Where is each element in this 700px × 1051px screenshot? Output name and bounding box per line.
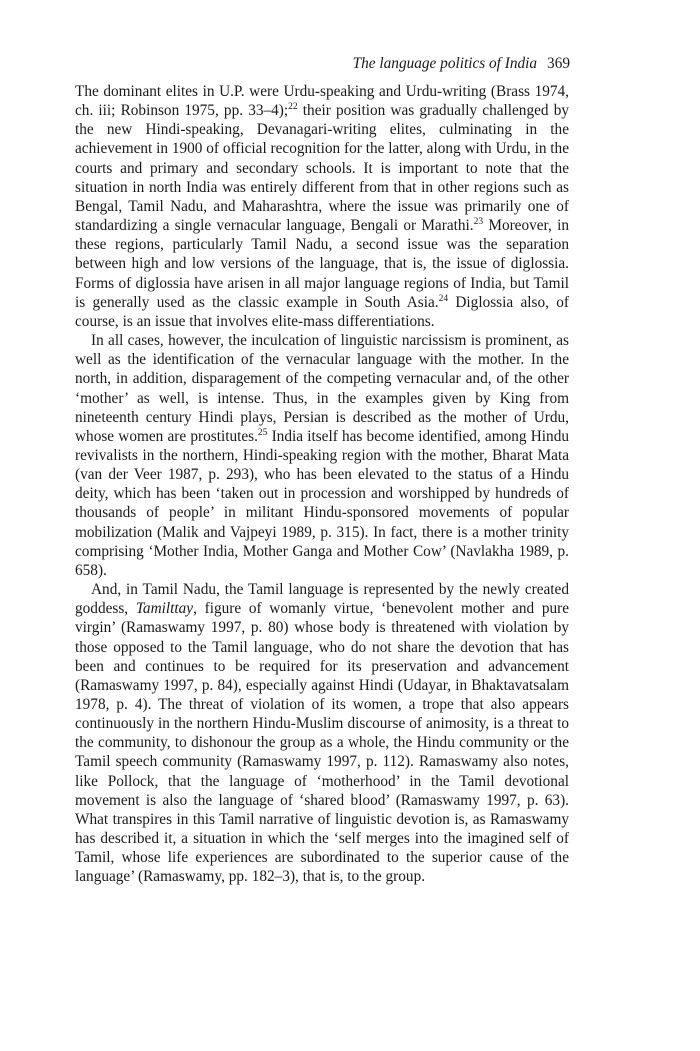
text-span: And, in Tamil Nadu, the Tamil language is represented by the newly created goddess, (75, 581, 569, 618)
paragraph-2 (75, 331, 569, 580)
text-span: their position was gradually challenged by the new Hindi-speaking, Devanagari-writing elites, culminating in the achievement in 1900 of official recognition for the latter, along with Urdu, in the courts and primary and secondary schools. It is important to note that the situation in north India was entirely different from that in other regions such as Bengal, Tamil Nadu, and Maharashtra, where the issue was primarily one of standardizing a single vernacular language, Bengali or Marathi. (75, 102, 569, 235)
footnote-ref-23: 23 (473, 217, 484, 228)
text-span: The dominant elites in U.P. were Urdu-speaking and Urdu-writing (Brass 1974, ch. iii; Robinson 1975, pp. 33–4); (75, 83, 569, 120)
footnote-ref-22: 22 (288, 102, 298, 113)
italic-term-tamilttay: Tamilttay (135, 600, 194, 618)
paragraph-3 (75, 580, 569, 887)
text-span: India itself has become identified, among Hindu revivalists in the northern, Hindi-speaking region with the mother, Bharat Mata (van der Veer 1987, p. 293), who has been elevated to the status of a Hindu deity, which has been ‘taken out in procession and worshipped by hundreds of thousands of people’ in militant Hindu-sponsored movements of popular mobilization (Malik and Vajpeyi 1989, p. 315). In fact, there is a mother trinity comprising ‘Mother India, Mother Ganga and Mother Cow’ (Navlakha 1989, p. 658). (75, 427, 569, 579)
text-span: Diglossia also, of course, is an issue that involves elite-mass differentiations. (75, 293, 569, 330)
text-span: Moreover, in these regions, particularly Tamil Nadu, a second issue was the separation between high and low versions of the language, that is, the issue of diglossia. Forms of diglossia have arisen in all major language regions of India, but Tamil is generally used as the classic example in South Asia. (75, 217, 570, 311)
body-text (75, 82, 569, 887)
text-span: In all cases, however, the inculcation of linguistic narcissism is prominent, as well as the identification of the vernacular language with the mother. In the north, in addition, disparagement of the competing vernacular and, of the other ‘mother’ as well, is intense. Thus, in the examples given by King from nineteenth century Hindi plays, Persian is described as the mother of Urdu, whose women are prostitutes. (75, 332, 569, 445)
running-header (75, 54, 570, 74)
text-span: , figure of womanly virtue, ‘benevolent mother and pure virgin’ (Ramaswamy 1997, p. 80) whose body is threatened with violation by those opposed to the Tamil language, who do not share the devotion that has been and continues to be required for its preservation and advancement (Ramaswamy 1997, p. 84), especially against Hindi (Udayar, in Bhaktavatsalam 1978, p. 4). The threat of violation of its women, a trope that also appears continuously in the northern Hindu-Muslim discourse of animosity, is a threat to the community, to dishonour the group as a whole, the Hindu community or the Tamil speech community (Ramaswamy 1997, p. 112). Ramaswamy also notes, like Pollock, that the language of ‘motherhood’ in the Tamil devotional movement is also the language of ‘shared blood’ (Ramaswamy 1997, p. 63). What transpires in this Tamil narrative of linguistic devotion is, as Ramaswamy has described it, a situation in which the ‘self merges into the imagined self of Tamil, whose life experiences are subordinated to the superior cause of the language’ (Ramaswamy, pp. 182–3), that is, to the group. (75, 600, 569, 886)
page-number: 369 (547, 55, 570, 72)
paragraph-1 (75, 82, 569, 331)
footnote-ref-24: 24 (438, 293, 449, 304)
footnote-ref-25: 25 (257, 427, 268, 438)
running-title: The language politics of India (352, 55, 538, 72)
